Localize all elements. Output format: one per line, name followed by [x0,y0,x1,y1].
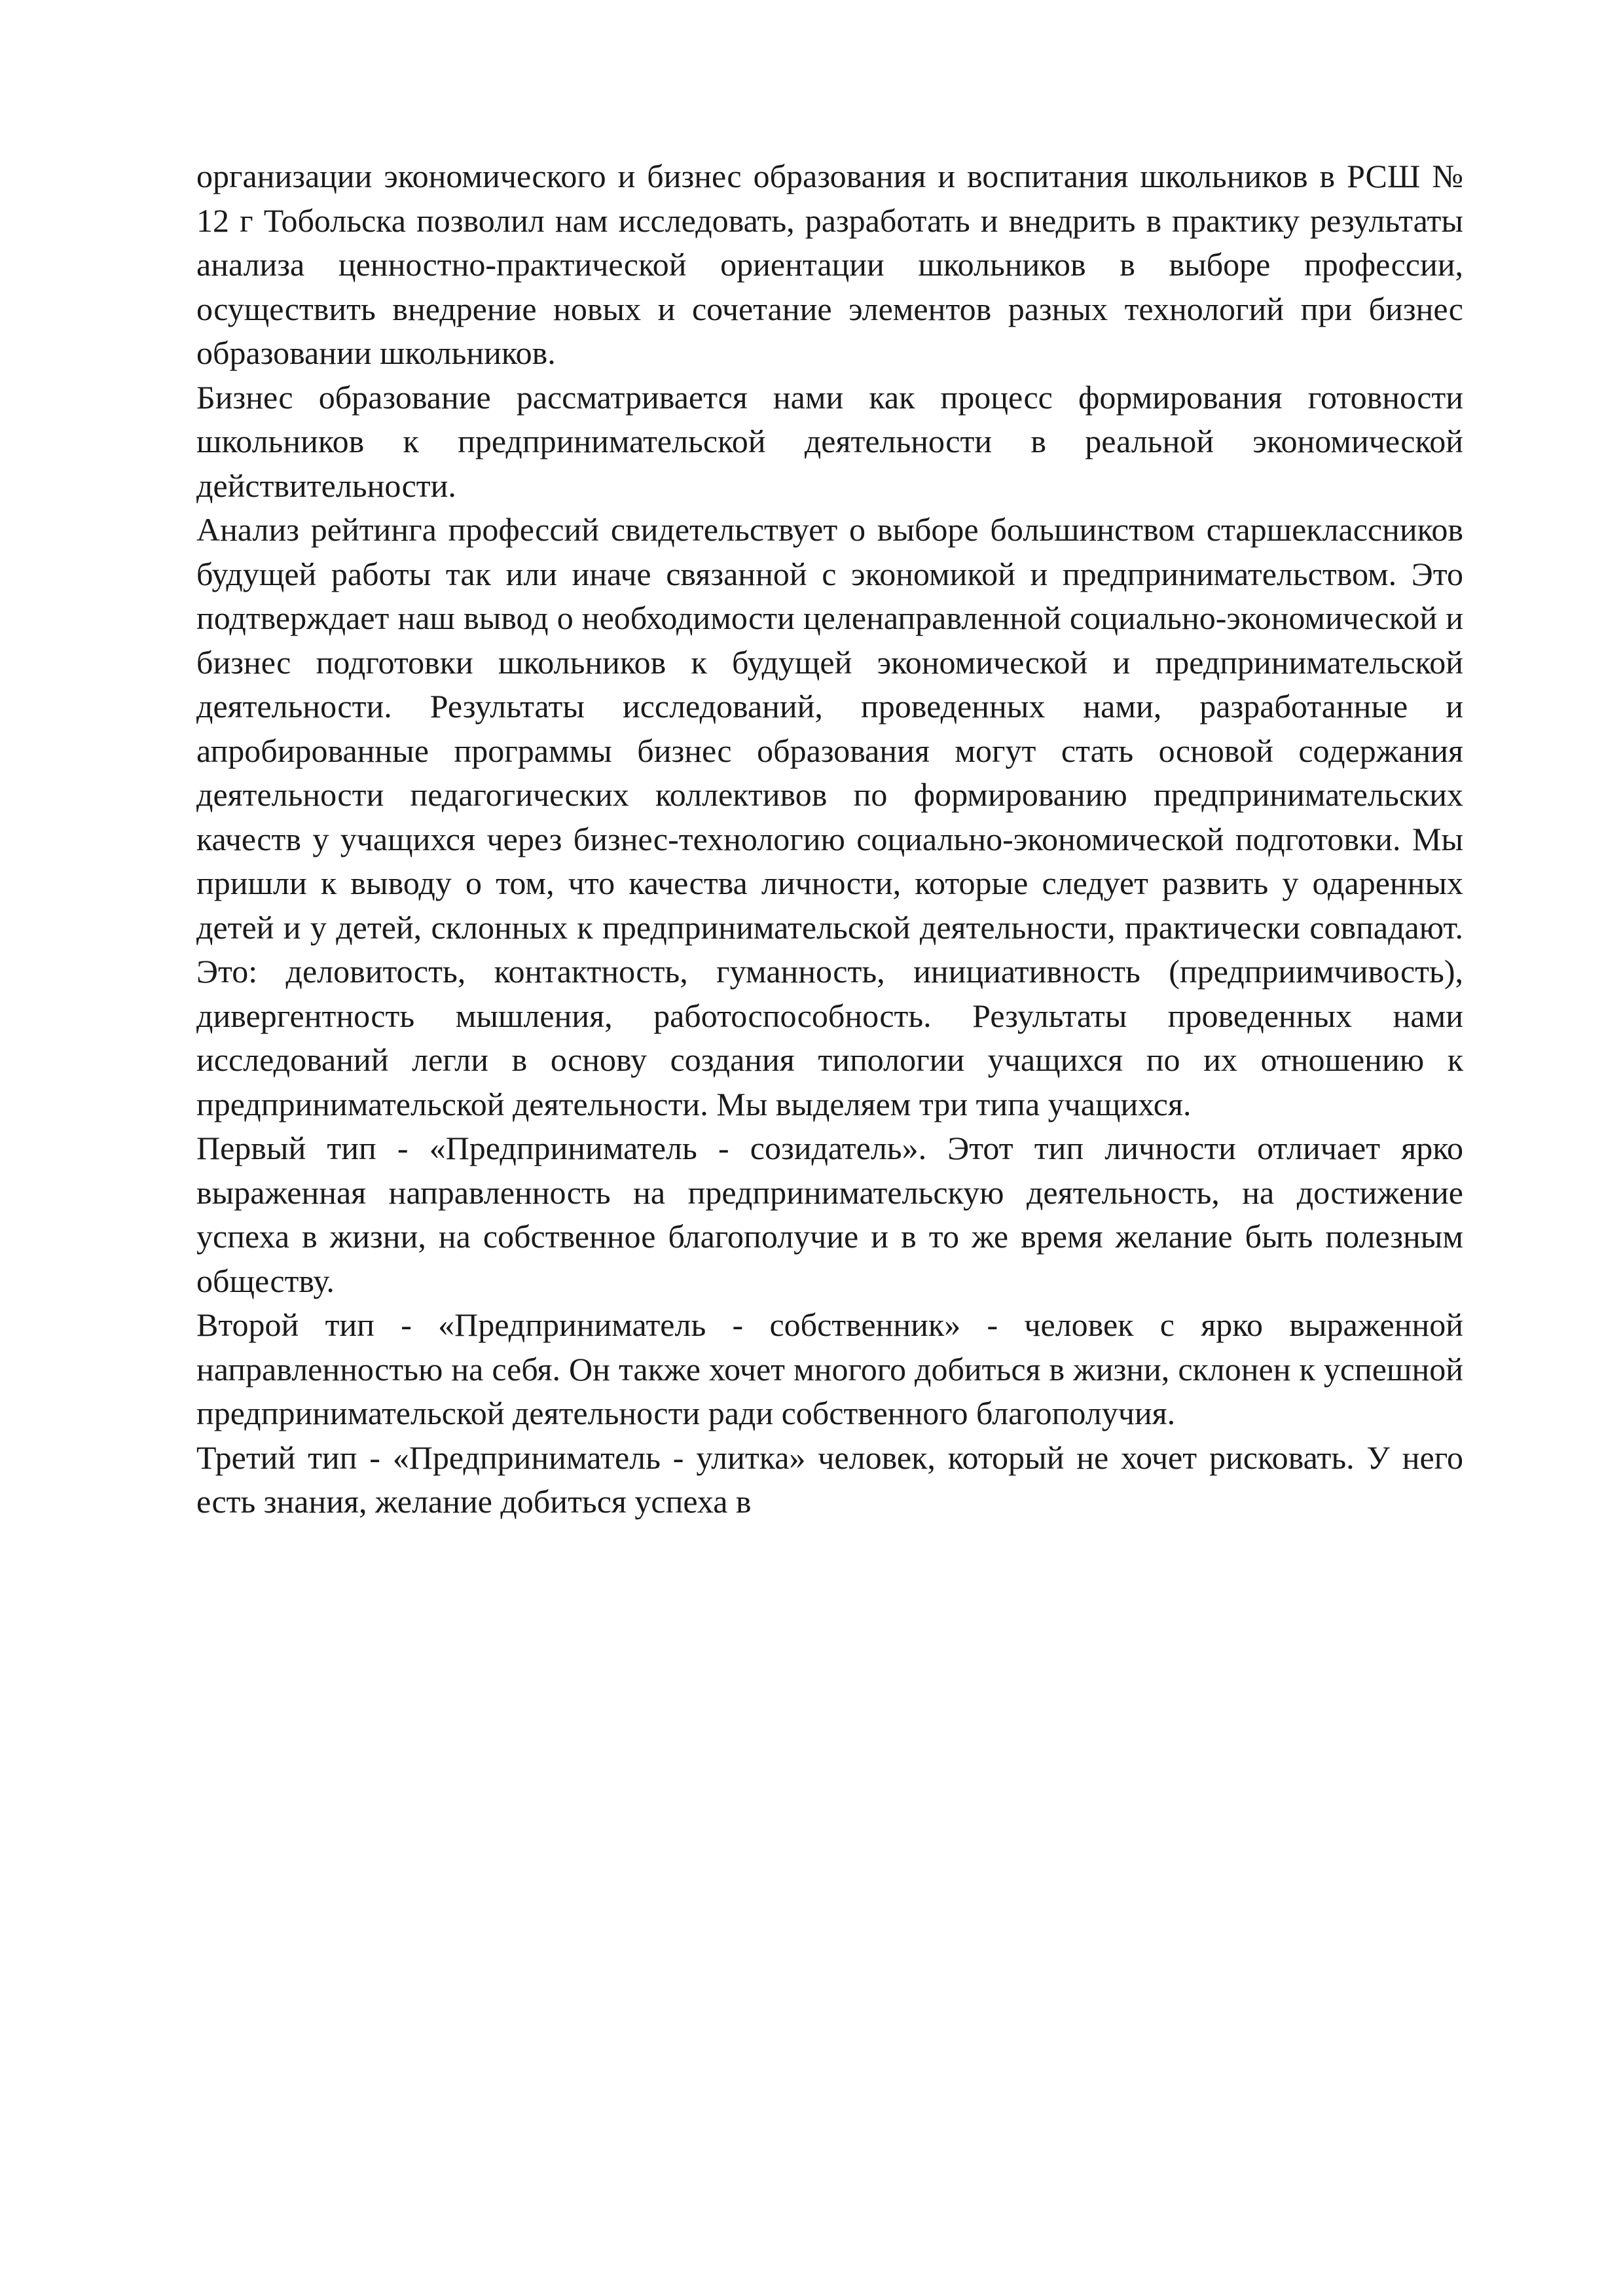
paragraph: организации экономического и бизнес образования и воспитания школьников в РСШ № 12 г Тобольска позволил нам исследовать, разработать и внедрить в практику результаты анализа ценностно-практической ориентации школьников в выборе профессии, осуществить внедрение новых и сочетание элементов разных технологий при бизнес образовании школьников. [196,158,1463,371]
paragraph: Анализ рейтинга профессий свидетельствует о выборе большинством старшеклассников будущей работы так или иначе связанной с экономикой и предпринимательством. Это подтверждает наш вывод о необходимости целенаправленной социально-экономической и бизнес подготовки школьников к будущей экономической и предпринимательской деятельности. Результаты исследований, проведенных нами, разработанные и апробированные программы бизнес образования могут стать основой содержания деятельности педагогических коллективов по формированию предпринимательских качеств у учащихся через бизнес-технологию социально-экономической подготовки. Мы пришли к выводу о том, что качества личности, которые следует развить у одаренных детей и у детей, склонных к предпринимательской деятельности, практически совпадают. Это: деловитость, контактность, гуманность, инициативность (предприимчивость), дивергентность мышления, работоспособность. Результаты проведенных нами исследований легли в основу создания типологии учащихся по их отношению к предпринимательской деятельности. Мы выделяем три типа учащихся. [196,511,1463,1122]
paragraph: Первый тип - «Предприниматель - созидатель». Этот тип личности отличает ярко выраженная направленность на предпринимательскую деятельность, на достижение успеха в жизни, на собственное благополучие и в то же время желание быть полезным обществу. [196,1130,1463,1299]
paragraph: Бизнес образование рассматривается нами как процесс формирования готовности школьников к предпринимательской деятельности в реальной экономической действительности. [196,378,1463,504]
paragraph: Второй тип - «Предприниматель - собственник» - человек с ярко выраженной направленностью на себя. Он также хочет многого добиться в жизни, склонен к успешной предпринимательской деятельности ради собственного благополучия. [196,1306,1463,1431]
document-body [196,154,1463,1524]
paragraph: Третий тип - «Предприниматель - улитка» человек, который не хочет рисковать. У него есть знания, желание добиться успеха в [196,1439,1463,1520]
